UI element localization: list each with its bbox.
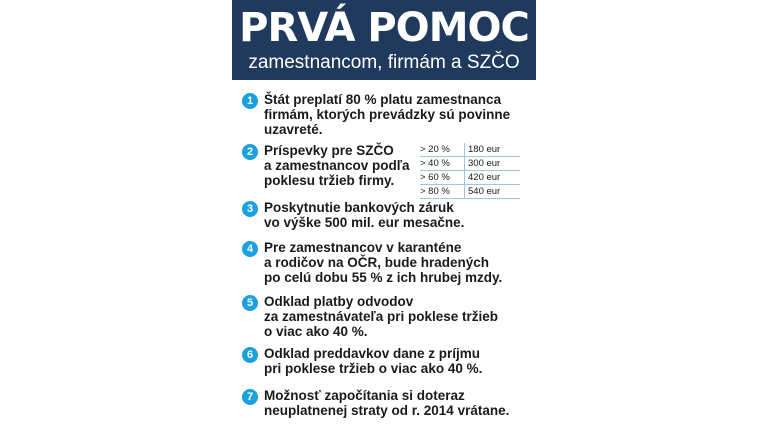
- first-aid-card: [232, 0, 536, 432]
- item-text: Poskytnutie bankových záruk vo výške 500 mil. eur mesačne.: [264, 200, 465, 230]
- item-text: Pre zamestnancov v karanténe a rodičov na OČR, bude hradených po celú dobu 55 % z ich hrubej mzdy.: [264, 240, 503, 285]
- table-row: [420, 185, 520, 199]
- table-cell-value: 180 eur: [468, 144, 501, 155]
- table-divider: [464, 143, 465, 156]
- contribution-table: [420, 143, 520, 199]
- item-text: Odklad platby odvodov za zamestnávateľa pri poklese tržieb o viac ako 40 %.: [264, 294, 499, 339]
- page-subtitle: zamestnancom, firmám a SZČO: [248, 52, 520, 73]
- item-text: Príspevky pre SZČO a zamestnancov podľa poklesu tržieb firmy.: [264, 143, 410, 188]
- item-text: Štát preplatí 80 % platu zamestnanca firmám, ktorých prevádzky sú povinne uzavreté.: [264, 92, 511, 137]
- item-text: Odklad preddavkov dane z príjmu pri poklese tržieb o viac ako 40 %.: [264, 346, 483, 376]
- table-divider: [464, 157, 465, 170]
- table-row: [420, 171, 520, 185]
- item-text: Možnosť započítania si doteraz neuplatnenej straty od r. 2014 vrátane.: [264, 388, 510, 418]
- item-number-badge: 3: [242, 201, 258, 217]
- item-number-badge: 4: [242, 241, 258, 257]
- item-number-badge: 1: [242, 93, 258, 109]
- table-divider: [464, 185, 465, 198]
- table-cell-condition: > 80 %: [420, 186, 450, 197]
- table-divider: [464, 171, 465, 184]
- table-cell-condition: > 20 %: [420, 144, 450, 155]
- table-row: [420, 143, 520, 157]
- item-number-badge: 2: [242, 144, 258, 160]
- table-cell-condition: > 60 %: [420, 172, 450, 183]
- table-cell-value: 540 eur: [468, 186, 501, 197]
- item-number-badge: 6: [242, 347, 258, 363]
- header-banner: [232, 0, 536, 80]
- table-cell-condition: > 40 %: [420, 158, 450, 169]
- item-number-badge: 7: [242, 389, 258, 405]
- table-cell-value: 420 eur: [468, 172, 501, 183]
- item-number-badge: 5: [242, 295, 258, 311]
- page-title: PRVÁ POMOC: [239, 5, 529, 51]
- table-row: [420, 157, 520, 171]
- table-cell-value: 300 eur: [468, 158, 501, 169]
